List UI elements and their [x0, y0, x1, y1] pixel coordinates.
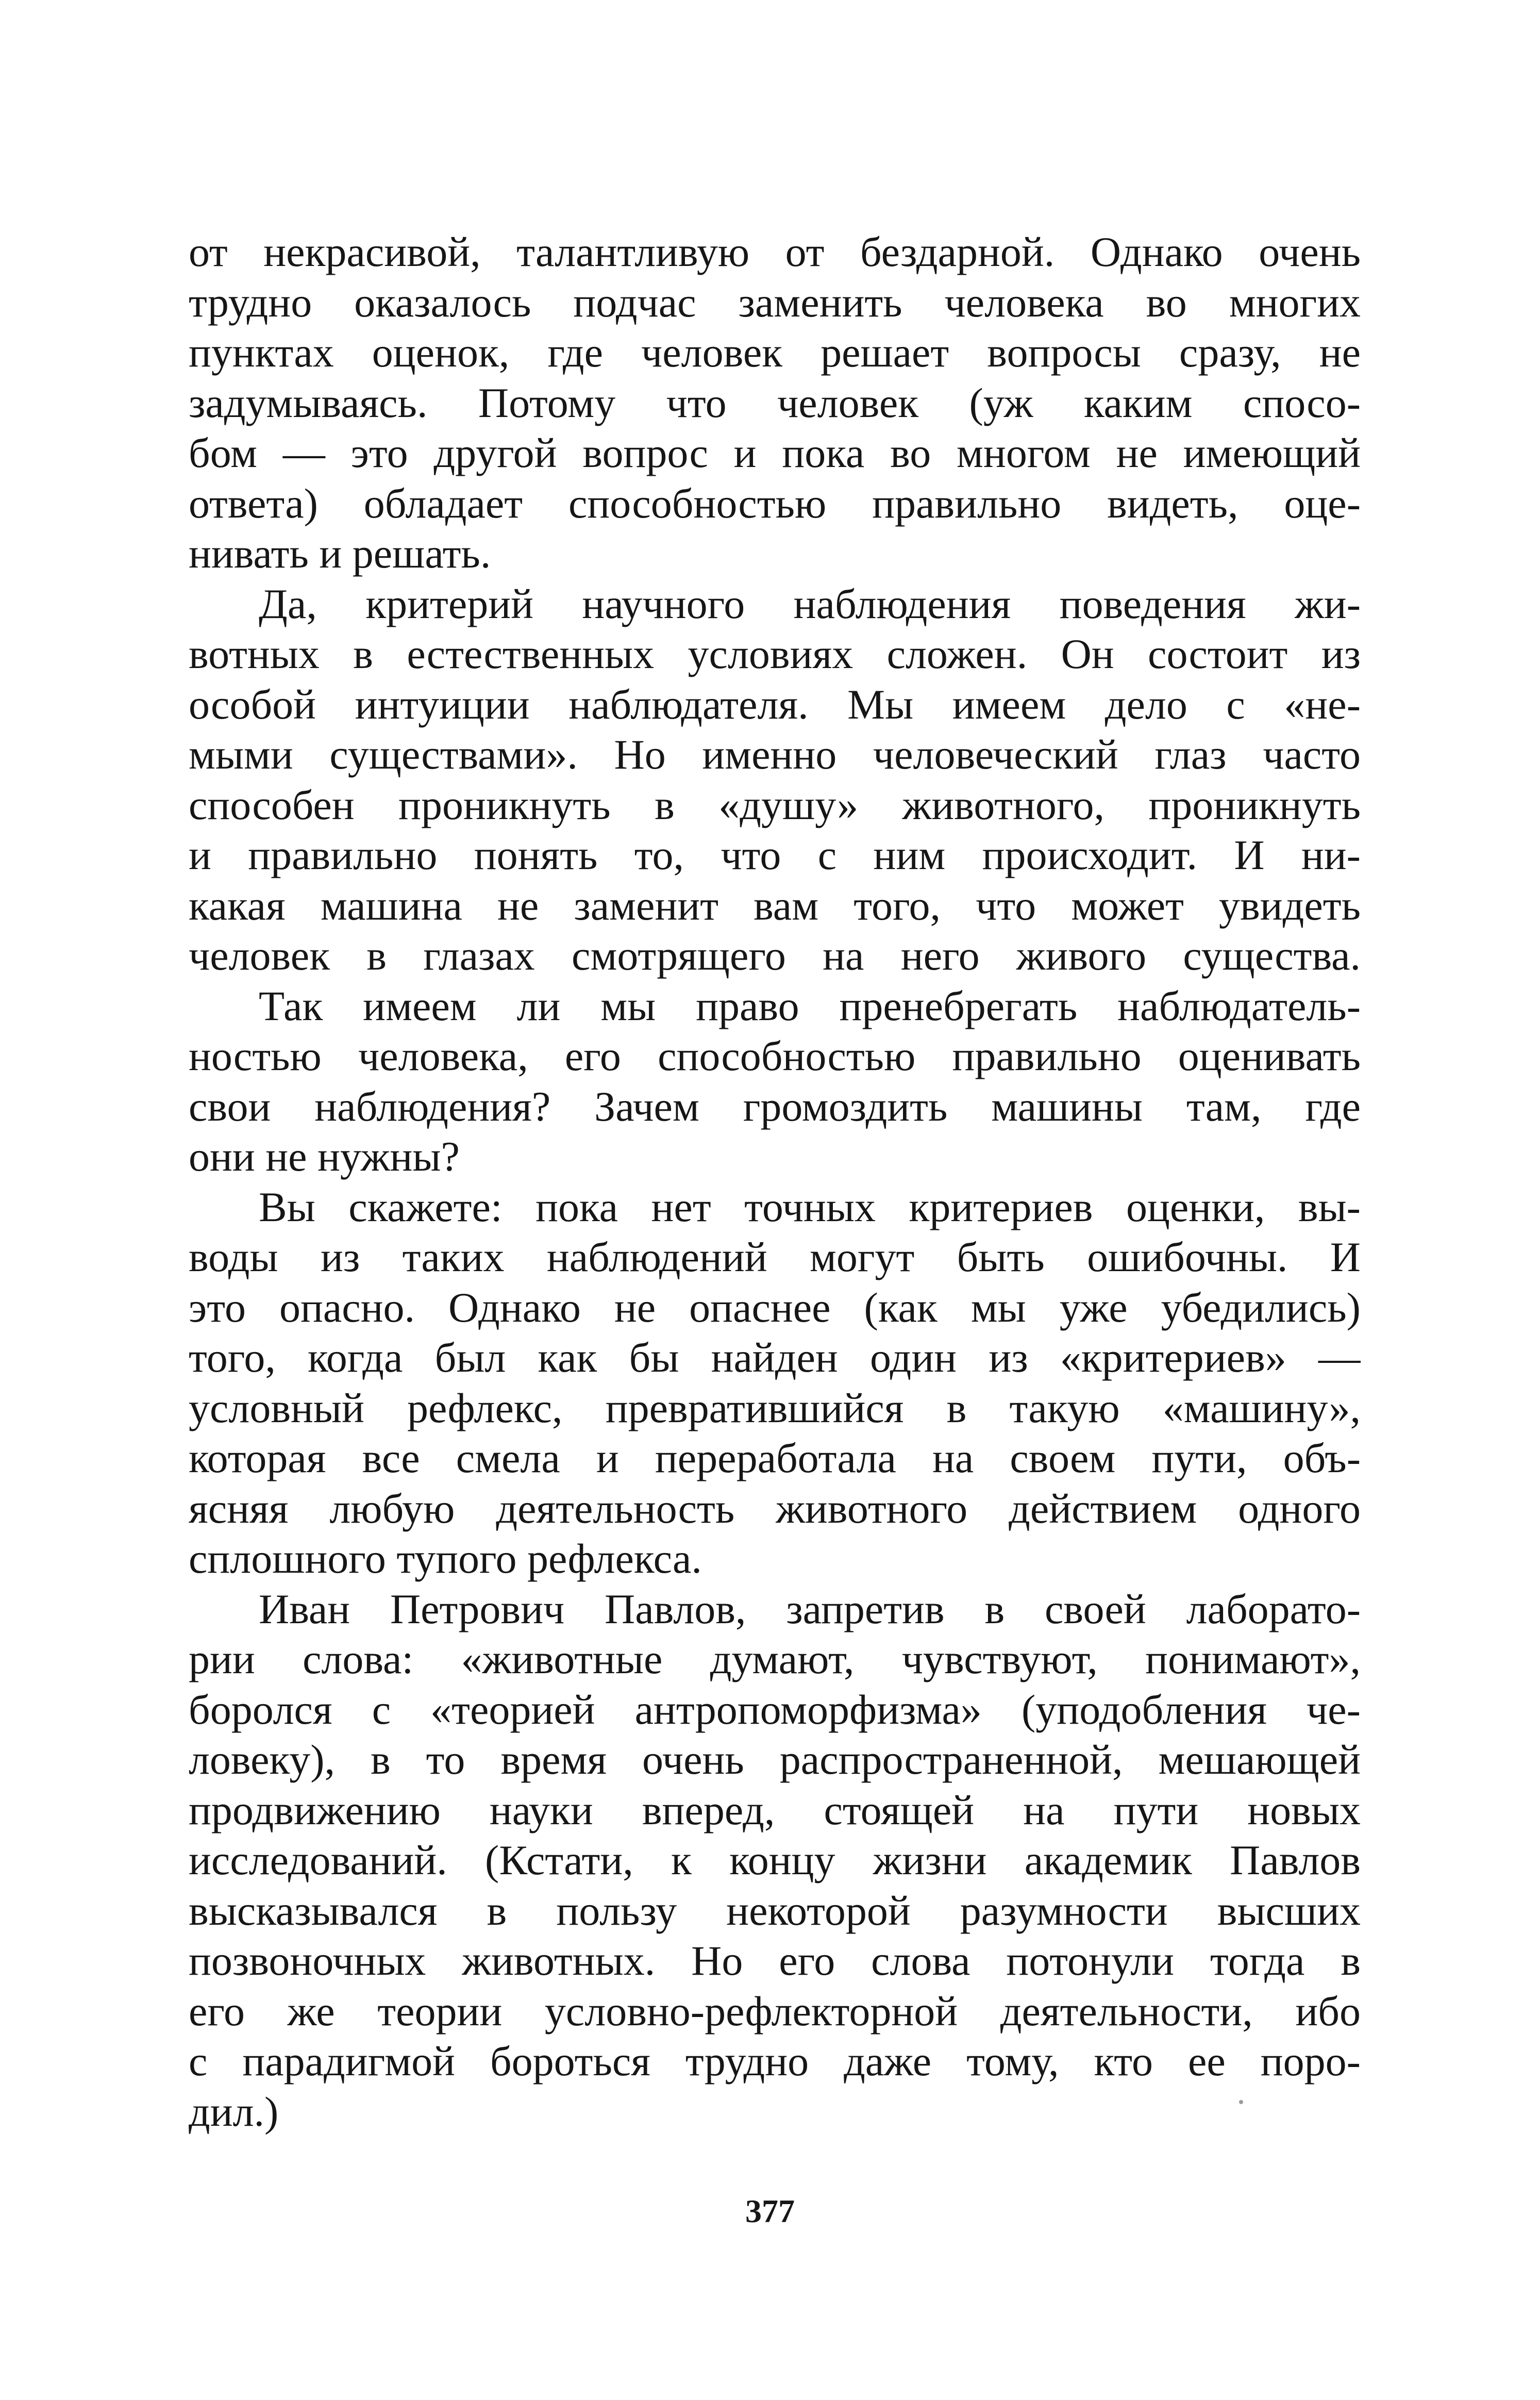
text-line: от некрасивой, талантливую от бездарной. Однако очень	[189, 228, 1361, 275]
paragraph-1	[189, 227, 1361, 579]
text-line: рии слова: «животные думают, чувствуют, понимают»,	[189, 1636, 1361, 1682]
text-line: мыми существами». Но именно человеческий глаз часто	[189, 731, 1361, 778]
text-line: человек в глазах смотрящего на него живого существа.	[189, 932, 1361, 979]
paragraph-4	[189, 1182, 1361, 1584]
text-line: трудно оказалось подчас заменить человека во многих	[189, 278, 1361, 326]
text-line: это опасно. Однако не опаснее (как мы уже убедились)	[189, 1284, 1361, 1331]
paragraph-2	[189, 579, 1361, 981]
text-line: боролся с «теорией антропоморфизма» (уподобления че-	[189, 1686, 1361, 1733]
text-line: бом — это другой вопрос и пока во многом не имеющий	[189, 429, 1361, 476]
text-line: исследований. (Кстати, к концу жизни академик Павлов	[189, 1837, 1361, 1884]
text-line: пунктах оценок, где человек решает вопросы сразу, не	[189, 329, 1361, 376]
page-number: 377	[745, 2193, 795, 2229]
paragraph-3	[189, 981, 1361, 1182]
text-line: ловеку), в то время очень распространенной, мешающей	[189, 1736, 1361, 1783]
text-line: Вы скажете: пока нет точных критериев оценки, вы-	[259, 1183, 1361, 1230]
text-line: задумываясь. Потому что человек (уж каким спосо-	[189, 379, 1361, 426]
text-line: которая все смела и переработала на своем пути, объ-	[189, 1435, 1361, 1481]
paragraph-5	[189, 1584, 1361, 2137]
text-line: Да, критерий научного наблюдения поведения жи-	[259, 580, 1361, 627]
text-line: способен проникнуть в «душу» животного, проникнуть	[189, 781, 1361, 828]
text-line: позвоночных животных. Но его слова потонули тогда в	[189, 1937, 1361, 1984]
text-line: сплошного тупого рефлекса.	[189, 1535, 702, 1582]
text-line: с парадигмой бороться трудно даже тому, кто ее поро-	[189, 2038, 1361, 2085]
text-line: особой интуиции наблюдателя. Мы имеем дело с «не-	[189, 680, 1361, 728]
text-line: нивать и решать.	[189, 530, 491, 577]
text-line: они не нужны?	[189, 1133, 460, 1180]
text-line: высказывался в пользу некоторой разумности высших	[189, 1887, 1361, 1934]
text-line: свои наблюдения? Зачем громоздить машины там, где	[189, 1082, 1361, 1130]
body-text	[189, 227, 1361, 2137]
text-line: условный рефлекс, превратившийся в такую «машину»,	[189, 1384, 1361, 1431]
text-line: ответа) обладает способностью правильно видеть, оце-	[189, 479, 1361, 527]
text-line: ностью человека, его способностью правильно оценивать	[189, 1032, 1361, 1079]
text-line: ясняя любую деятельность животного действием одного	[189, 1485, 1361, 1532]
text-line: дил.)	[189, 2088, 279, 2135]
text-line: какая машина не заменит вам того, что может увидеть	[189, 881, 1361, 929]
text-line: продвижению науки вперед, стоящей на пути новых	[189, 1786, 1361, 1834]
text-line: Иван Петрович Павлов, запретив в своей лаборато-	[259, 1585, 1361, 1632]
scan-speck	[1239, 2100, 1243, 2104]
text-line: воды из таких наблюдений могут быть ошибочны. И	[189, 1234, 1361, 1280]
text-line: и правильно понять то, что с ним происходит. И ни-	[189, 831, 1361, 878]
text-line: Так имеем ли мы право пренебрегать наблюдатель-	[259, 982, 1361, 1029]
text-line: того, когда был как бы найден один из «критериев» —	[189, 1334, 1361, 1381]
text-line: вотных в естественных условиях сложен. Он состоит из	[189, 630, 1361, 677]
text-line: его же теории условно-рефлекторной деятельности, ибо	[189, 1987, 1361, 2035]
